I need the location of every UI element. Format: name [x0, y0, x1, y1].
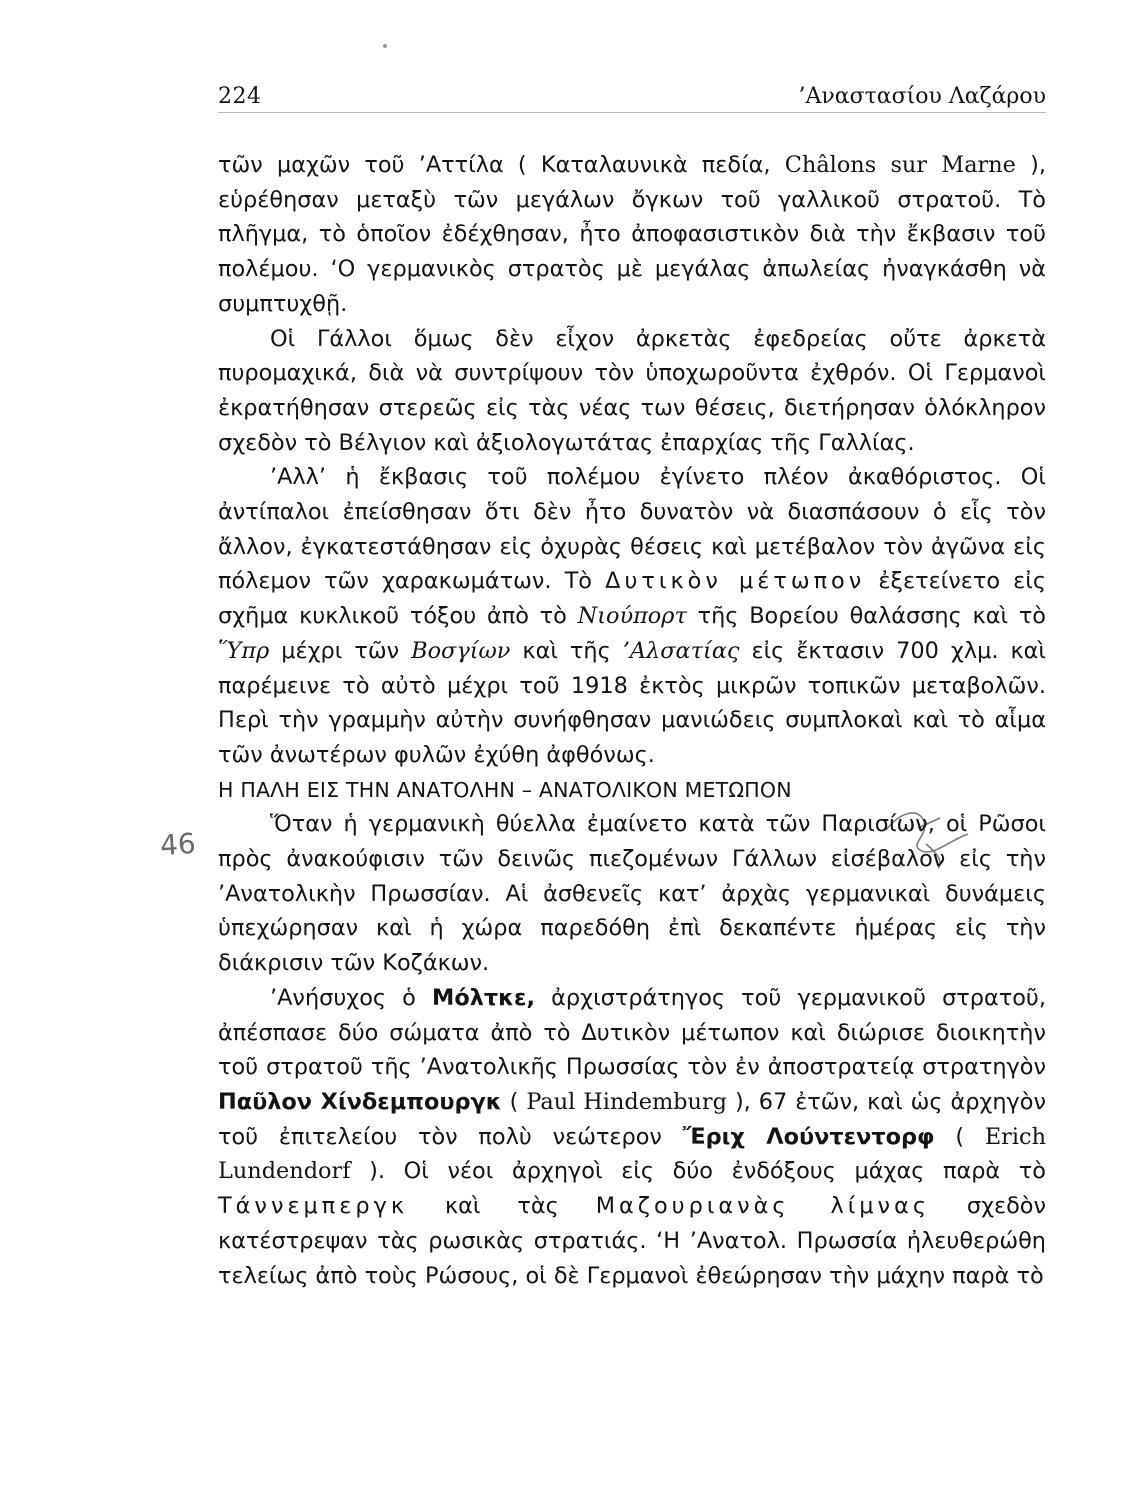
- text-run: ), 67 ἐτῶν, καὶ ὡς ἀρχηγὸν τοῦ ἐπιτελείου τὸν πολὺ νεώτερον: [218, 1088, 1047, 1150]
- paragraph-3: [218, 460, 1046, 772]
- text-run: μέχρι τῶν: [269, 637, 412, 664]
- text-run: ). Οἱ νέοι ἀρχηγοὶ εἰς δύο ἐνδόξους μάχας παρὰ τὸ: [350, 1158, 1046, 1185]
- paragraph-4: Ὅταν ἡ γερμανικὴ θύελλα ἐμαίνετο κατὰ τῶν Παρισίων, οἱ Ρῶσοι πρὸς ἀνακούφισιν τῶν δεινῶς πιεζομένων Γάλλων εἰσέβαλον εἰς τὴν ’Ανατολικὴν Πρωσσίαν. Αἱ ἀσθενεῖς κατ’ ἀρχὰς γερμανικαὶ δυνάμεις ὑπεχώρησαν καὶ ἡ χώρα παρεδόθη ἐπὶ δεκαπέντε ἡμέρας εἰς τὴν διάκρισιν τῶν Κοζάκων.: [218, 811, 1046, 977]
- text-run: εἰς ἔκτασιν 700 χλμ. καὶ παρέμεινε τὸ αὐτὸ μέχρι τοῦ 1918 ἐκτὸς μικρῶν τοπικῶν μεταβολῶν. Περὶ τὴν γραμμὴν αὐτὴν συνήφθησαν μανιώδεις συμπλοκαὶ καὶ τὸ αἷμα τῶν ἀνωτέρων φυλῶν ἐχύθη ἀφθόνως.: [218, 637, 1046, 768]
- text-run: ’Αλλ’ ἡ ἔκβασις τοῦ πολέμου ἐγίνετο πλέον ἀκαθόριστος. Οἱ ἀντίπαλοι ἐπείσθησαν ὅτι δὲν ἦτο δυνατὸν νὰ διασπάσουν ὁ εἷς τὸν ἄλλον, ἐγκατεστάθησαν εἰς ὀχυρὰς θέσεις καὶ μετέβαλον τὸν ἀγῶνα εἰς πόλεμον τῶν χαρακωμάτων. Τὸ: [218, 464, 1046, 595]
- spaced-term: Τάννεμπεργκ: [218, 1193, 409, 1220]
- person-name-bold: Παῦλον Χίνδεμπουργκ: [218, 1088, 502, 1115]
- place-name-italic: Βοσγίων: [411, 637, 511, 664]
- place-name-italic: Νιούπορτ: [577, 603, 687, 630]
- text-run: ’Ανήσυχος ὁ: [270, 984, 433, 1011]
- place-name-italic: ’Αλσατίας: [622, 637, 740, 664]
- handwritten-margin-note: 46: [158, 826, 197, 863]
- paragraph-1: [218, 148, 1046, 322]
- text-run: ἀρχιστράτηγος τοῦ γερμανικοῦ στρατοῦ, ἀπέσπασε δύο σώματα ἀπὸ τὸ Δυτικὸν μέτωπον καὶ διώρισε διοικητὴν τοῦ στρατοῦ τῆς ’Ανατολικῆς Πρωσσίας τὸν ἐν ἀποστρατείᾳ στρατηγὸν: [218, 984, 1046, 1081]
- paragraph-5: [218, 981, 1046, 1293]
- text-run: σχεδὸν κατέστρεψαν τὰς ρωσικὰς στρατιάς. ‘Η ’Ανατολ. Πρωσσία ἠλευθερώθη τελείως ἀπὸ τοὺς Ρώσους, οἱ δὲ Γερμανοὶ ἐθεώρησαν τὴν μάχην παρὰ τὸ: [218, 1193, 1047, 1289]
- person-name-bold: Ἔριχ Λούντεντορφ: [682, 1123, 935, 1150]
- place-name-italic: Ὕπρ: [218, 637, 270, 664]
- spaced-term: Δυτικὸν μέτωπον: [605, 568, 866, 595]
- text-run: ἐξετείνετο εἰς σχῆμα κυκλικοῦ τόξου ἀπὸ τὸ: [218, 568, 1046, 630]
- text-run: ), εὑρέθησαν μεταξὺ τῶν μεγάλων ὄγκων τοῦ γαλλικοῦ στρατοῦ. Τὸ πλῆγμα, τὸ ὁποῖον ἐδέχθησαν, ἦτο ἀποφασιστικὸν διὰ τὴν ἔκβασιν τοῦ πολέμου. ‘Ο γερμανικὸς στρατὸς μὲ μεγάλας ἀπωλείας ἠναγκάσθη νὰ συμπτυχθῇ.: [218, 152, 1047, 317]
- person-name-latin: Paul Hindemburg: [526, 1088, 727, 1115]
- text-run: (: [934, 1123, 985, 1150]
- running-head: ’Αναστασίου Λαζάρου: [798, 84, 1046, 109]
- section-heading: Η ΠΑΛΗ ΕΙΣ ΤΗΝ ΑΝΑΤΟΛΗΝ – ΑΝΑΤΟΛΙΚΟΝ ΜΕΤΩΠΟΝ: [218, 777, 792, 802]
- text-run: τῶν μαχῶν τοῦ ’Αττίλα ( Καταλαυνικὰ πεδία,: [218, 152, 785, 178]
- text-run: (: [501, 1088, 527, 1115]
- text-run: καὶ τὰς: [408, 1193, 596, 1220]
- paper-speck: [383, 44, 387, 48]
- person-name-latin: Erich Lundendorf: [218, 1123, 1046, 1185]
- text-run: καὶ τῆς: [510, 637, 623, 664]
- page-number: 224: [218, 84, 262, 109]
- place-name-latin: Châlons sur Marne: [784, 152, 1016, 178]
- spaced-term: Μαζουριανὰς λίμνας: [595, 1193, 930, 1220]
- person-name-bold: Μόλτκε,: [432, 984, 536, 1011]
- page-header: [218, 78, 1046, 113]
- text-run: τῆς Βορείου θαλάσσης καὶ τὸ: [686, 603, 1046, 630]
- body-text: [218, 148, 1046, 1293]
- paragraph-2: Οἱ Γάλλοι ὅμως δὲν εἶχον ἀρκετὰς ἐφεδρείας οὔτε ἀρκετὰ πυρομαχικά, διὰ νὰ συντρίψουν τὸν ὑποχωροῦντα ἐχθρόν. Οἱ Γερμανοὶ ἐκρατήθησαν στερεῶς εἰς τὰς νέας των θέσεις, διετήρησαν ὁλόκληρον σχεδὸν τὸ Βέλγιον καὶ ἀξιολογωτάτας ἐπαρχίας τῆς Γαλλίας.: [218, 325, 1046, 456]
